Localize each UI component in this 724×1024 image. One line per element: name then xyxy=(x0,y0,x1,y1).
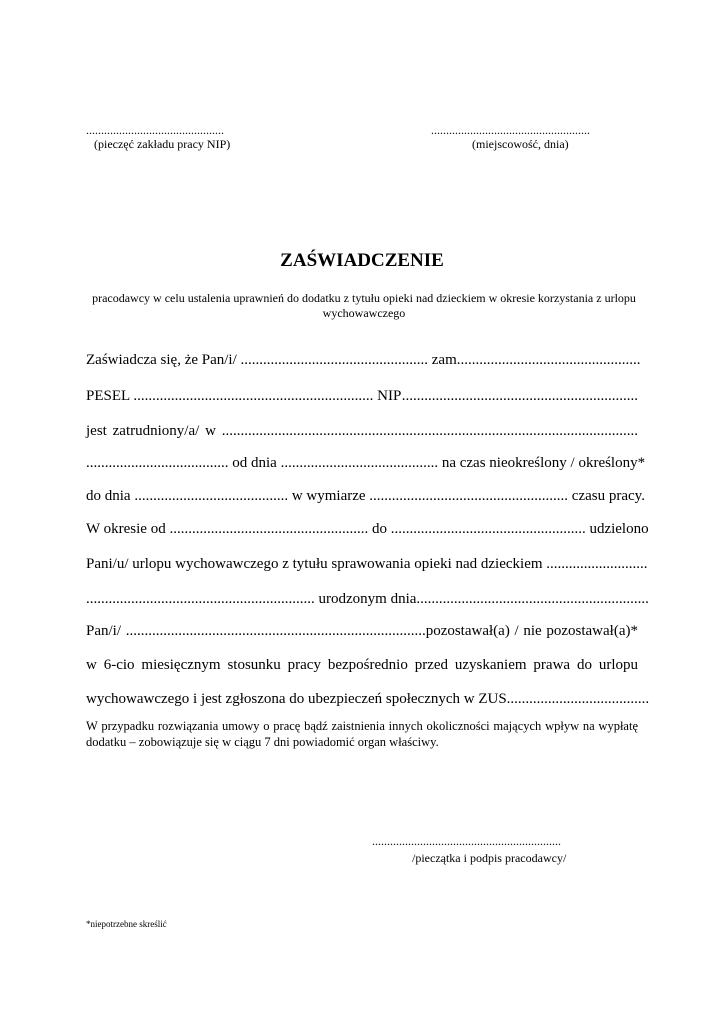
form-line xyxy=(86,487,645,505)
form-line-text: w xyxy=(205,423,216,439)
form-line xyxy=(86,454,646,472)
form-line-text: Zaświadcza się, że Pan/i/ .................................................. zam xyxy=(86,352,457,368)
form-line xyxy=(86,555,648,573)
form-line-text: ................................................. xyxy=(456,352,641,368)
form-line-text: ................................................................................pozostawał(a) xyxy=(125,623,510,639)
form-line-text: 6-cio xyxy=(103,657,135,673)
signature-caption: /pieczątka i podpis pracodawcy/ xyxy=(412,851,567,865)
form-line xyxy=(86,622,638,640)
form-line-text: w xyxy=(86,657,97,673)
form-line-text: zatrudniony/a/ xyxy=(112,423,200,439)
form-line xyxy=(86,520,649,538)
document-subtitle: pracodawcy w celu ustalenia uprawnień do dodatku z tytułu opieki nad dzieckiem w okresie korzystania z urlopu wychowawczego xyxy=(92,291,636,320)
form-line-text: prawa xyxy=(533,657,571,673)
form-line-text: ............................................................................................................... xyxy=(221,423,638,439)
form-line-text: miesięcznym xyxy=(141,657,221,673)
form-line-text: pozostawał(a)* xyxy=(546,623,638,639)
form-line-text: do dnia ......................................... w wymiarze ..................................................... czasu pracy. xyxy=(86,488,645,504)
form-line-text: Pan/i/ xyxy=(86,623,122,639)
form-line-text: uzyskaniem xyxy=(454,657,527,673)
form-line-text: stosunku xyxy=(227,657,281,673)
form-line-text: ............................................................... xyxy=(401,388,638,404)
form-line-text: W okresie od ..................................................... do .................................................... udzielono xyxy=(86,521,649,537)
form-line xyxy=(86,590,649,608)
form-line xyxy=(86,422,638,440)
document-title: ZAŚWIADCZENIE xyxy=(280,250,444,271)
form-line-text: bezpośrednio xyxy=(327,657,408,673)
employer-stamp-line: .............................................. xyxy=(86,123,224,137)
form-line-text: przed xyxy=(414,657,449,673)
place-date-caption: (miejscowość, dnia) xyxy=(472,137,569,151)
footnote: *niepotrzebne skreślić xyxy=(86,919,167,929)
form-line xyxy=(86,690,650,708)
signature-line: ............................................................... xyxy=(372,834,561,848)
employer-stamp-caption: (pieczęć zakładu pracy NIP) xyxy=(94,137,231,151)
form-line xyxy=(86,387,638,405)
form-line-text: do xyxy=(576,657,592,673)
form-line-text: PESEL ................................................................ NIP xyxy=(86,388,402,404)
form-line-text: nie xyxy=(523,623,542,639)
form-line-text: wychowawczego i jest zgłoszona do ubezpieczeń społecznych w ZUS...................................... xyxy=(86,691,650,707)
form-line-text: Pani/u/ urlopu wychowawczego z tytułu sprawowania opieki nad dzieckiem ........................... xyxy=(86,556,648,572)
form-line xyxy=(86,656,638,674)
form-line-text: / xyxy=(514,623,519,639)
form-line-text: jest xyxy=(86,423,107,439)
place-date-line: ..................................................... xyxy=(431,123,590,137)
notice-paragraph: W przypadku rozwiązania umowy o pracę bądź zaistnienia innych okoliczności mających wpływ na wypłatę dodatku – zobowiązuje się w ciągu 7 dni powiadomić organ właściwy. xyxy=(86,719,638,749)
form-line xyxy=(86,351,641,369)
form-line-text: ............................................................. urodzonym dnia.............................................................. xyxy=(86,591,649,607)
form-line-text: pracy xyxy=(287,657,321,673)
form-line-text: ...................................... od dnia .......................................... na czas nieokreślony / określony* xyxy=(86,455,646,471)
form-line-text: urlopu xyxy=(598,657,638,673)
